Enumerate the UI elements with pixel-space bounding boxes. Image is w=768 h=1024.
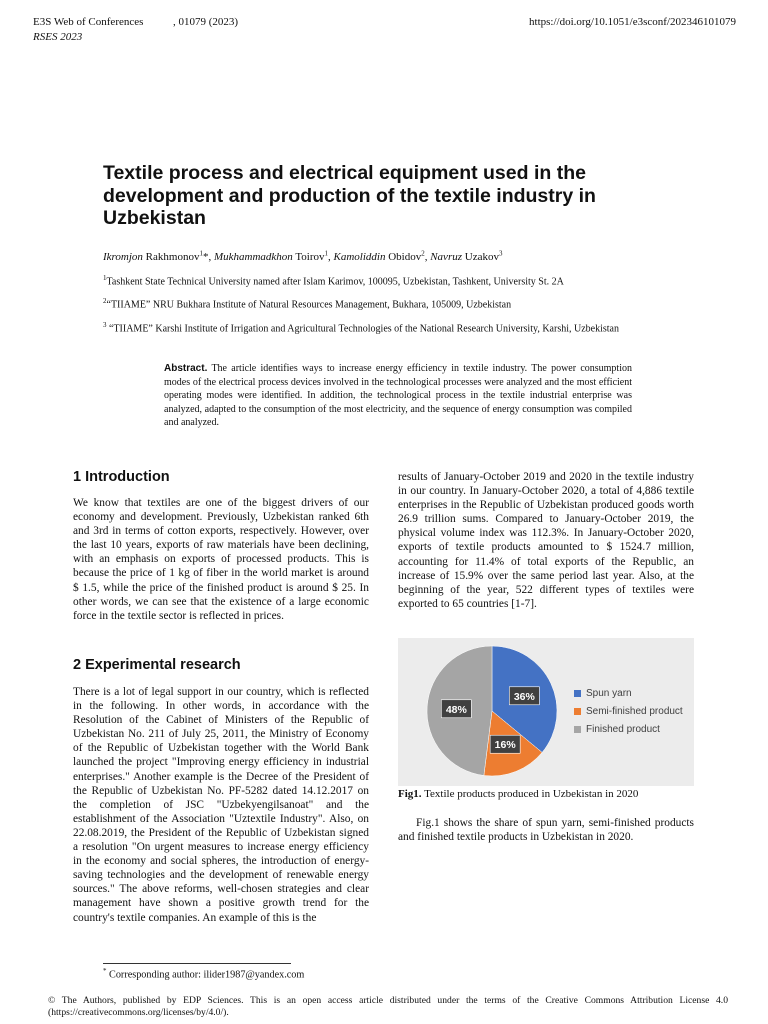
corresponding-author-footnote: * Corresponding author: ilider1987@yandex.com bbox=[103, 967, 305, 981]
figure-caption: Fig1. Textile products produced in Uzbekistan in 2020 bbox=[398, 788, 639, 800]
pie-data-label bbox=[490, 735, 520, 753]
pie-data-label bbox=[509, 687, 539, 705]
figure-1-chart bbox=[398, 638, 694, 786]
author: Navruz Uzakov$^3$ bbox=[430, 249, 503, 263]
doi-link[interactable]: https://doi.org/10.1051/e3sconf/202346101079 bbox=[529, 16, 736, 28]
affiliation-3: $^3$ “TIIAME” Karshi Institute of Irrigation and Agricultural Technologies of the National Research University, Karshi, Uzbekistan bbox=[103, 321, 619, 335]
legend-entry-spun-yarn: Spun yarn bbox=[574, 684, 683, 702]
author-list bbox=[103, 249, 502, 263]
experimental-paragraph: There is a lot of legal support in our country, which is reflected in the following. In other words, in accordance with the Resolution of the Cabinet of Ministers of the Republic of Uzbekistan No. 211 of July 25, 2011, the Ministry of Economy of the Republic of Uzbekistan together with the World Bank launched the project "Improving energy efficiency in industrial enterprises." Another example is the Decree of the President of the Republic of Uzbekistan No. PF-5282 dated 14.12.2017 on the completion of JSC "Uzbekyengilsanoat" and the establishment of the Association "Uztextile Industry". Also, on 22.08.2019, the President of the Republic of Uzbekistan signed a resolution "On urgent measures to increase energy efficiency in the economy and social spheres, the introduction of energy-saving technologies and the development of renewable energy sources." The above reforms, well-chosen strategies and clear management have shown a positive growth trend for the country's textile companies. An example of this is the bbox=[73, 686, 369, 924]
figure-label: Fig1. bbox=[398, 788, 422, 800]
abstract-label: Abstract. bbox=[164, 363, 208, 374]
legend-swatch bbox=[574, 726, 581, 733]
svg-text:16%: 16% bbox=[494, 739, 516, 752]
legend-entry-finished: Finished product bbox=[574, 720, 683, 738]
paper-title: Textile process and electrical equipment used in the development and production of the textile industry in Uzbekistan bbox=[103, 162, 596, 229]
introduction-paragraph: We know that textiles are one of the biggest drivers of our economy and development. Previously, Uzbekistan ranked 6th and 3rd in terms of cotton exports, respectively. However, over the last 10 years, exports of raw materials have been declining, with an emphasis on exports of processed products. This is because the price of 1 kg of fiber in the world market is around $ 1.5, while the price of the finished product is around $ 25. In other words, we can see that the existence of a large economic force in the textile sector is reflected in prices. bbox=[73, 497, 369, 622]
legend-swatch bbox=[574, 708, 581, 715]
abstract bbox=[164, 362, 632, 430]
affiliation-2: $^2$“TIIAME” NRU Bukhara Institute of Natural Resources Management, Bukhara, 105009, Uzbekistan bbox=[103, 297, 512, 311]
chart-legend bbox=[574, 684, 683, 738]
section-heading-experimental: 2 Experimental research bbox=[73, 657, 241, 673]
pie-data-label bbox=[441, 700, 471, 718]
results-paragraph: results of January-October 2019 and 2020 in the textile industry in our country. In January-October 2020, a total of 4,886 textile enterprises in the Republic of Uzbekistan produced goods worth 26.9 trillion sums. Compared to January-October 2019, the physical volume index was 112.3%. In January-October 2020, exports of textile products amounted to $ 1524.7 million, accounting for 11.4% of total exports of the Republic, an increase of 15.9% over the same period last year. Also, at the beginning of the year, 522 different types of textiles were exported to 65 countries [1-7]. bbox=[398, 471, 694, 610]
author: Ikromjon Rakhmonov$^1$*, bbox=[103, 249, 214, 263]
abstract-text: The article identifies ways to increase energy efficiency in textile industry. The power consumption modes of the electrical process devices involved in the technological processes were analyzed and the most efficient operating modes were identified. In addition, the technological process in the textile industrial enterprise was analyzed, adapted to the consumption of the most electricity, and the sequence of energy consumption was compiled and analyzed. bbox=[164, 363, 632, 429]
affiliation-1: $^1$Tashkent State Technical University named after Islam Karimov, 100095, Uzbekistan, Tashkent, University St. 2A bbox=[103, 274, 564, 288]
journal-name: E3S Web of Conferences bbox=[33, 16, 144, 28]
conference-name: RSES 2023 bbox=[33, 31, 83, 43]
article-number: , 01079 (2023) bbox=[173, 16, 239, 28]
figure-description: Fig.1 shows the share of spun yarn, semi-finished products and finished textile products in Uzbekistan in 2020. bbox=[398, 817, 694, 844]
legend-swatch bbox=[574, 690, 581, 697]
footnote-rule bbox=[103, 963, 291, 964]
svg-text:48%: 48% bbox=[445, 703, 467, 716]
svg-text:36%: 36% bbox=[513, 690, 535, 703]
legend-entry-semi-finished: Semi-finished product bbox=[574, 702, 683, 720]
author: Kamoliddin Obidov$^2$, bbox=[333, 249, 431, 263]
section-heading-introduction: 1 Introduction bbox=[73, 469, 170, 485]
author: Mukhammadkhon Toirov$^1$, bbox=[213, 249, 334, 263]
license-footer: © The Authors, published by EDP Sciences. This is an open access article distributed under the terms of the Creative Commons Attribution License 4.0 (https://creativecommons.org/licenses/by/4.0/). bbox=[48, 995, 728, 1018]
